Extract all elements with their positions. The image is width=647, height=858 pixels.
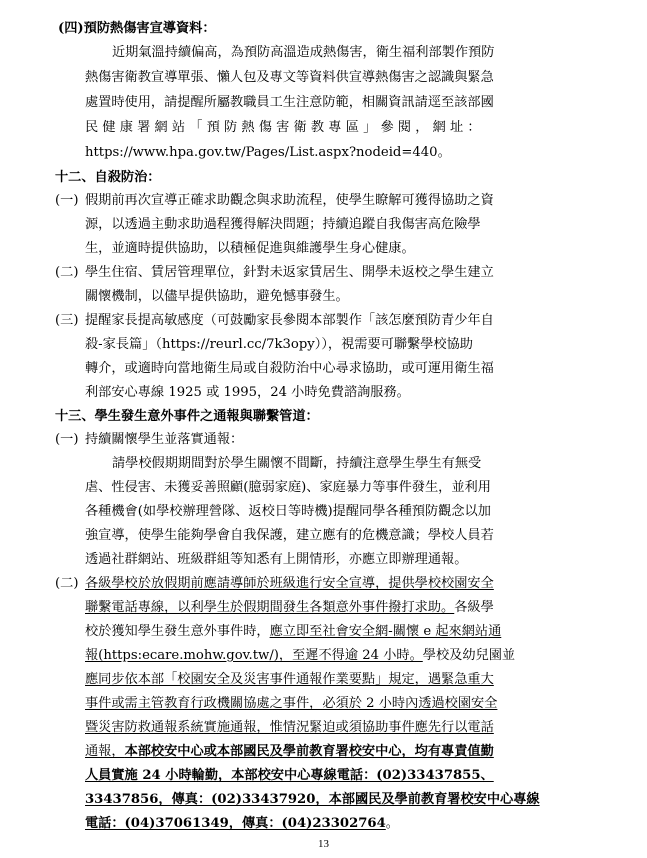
item-12-1-line-3: 生，並適時提供協助，以積極促進與維護學生身心健康。 [85,241,415,256]
item-13-1-title: 持續關懷學生並落實通報： [85,432,244,447]
item-13-2-line-8-underlined: 通報， [85,744,125,759]
item-13-2-line-6: 事件或需主管教育行政機關協處之事件，必須於 2 小時內透過校園安全 [85,696,498,711]
section-4-heading: (四)預防熱傷害宣導資料： [58,21,216,36]
section-4-line-3: 處置時使用，請提醒所屬教職員工生注意防範，相關資訊請逕至該部國 [85,95,494,110]
item-12-2-line-2: 關懷機制，以儘早提供協助，避免憾事發生。 [85,289,349,304]
item-13-2-line-2-plain: 各級學 [454,600,494,615]
page-number: 13 [318,838,329,850]
item-13-2-line-4-plain: 學校及幼兒園並 [422,648,516,663]
item-13-2-line-3-underlined: 應立即至社會安全網-關懷 e 起來網站通 [269,624,502,639]
section-4-line-1: 近期氣溫持續偏高，為預防高溫造成熱傷害，衛生福利部製作預防 [112,45,495,60]
item-13-2-line-3 [85,623,501,641]
section-4-line-4: 民 健 康 署 網 站 「 預 防 熱 傷 害 衛 教 專 區 」 參 閱 ， 網 址 ： [85,120,481,135]
item-13-2-line-11-end: 。 [385,816,399,831]
item-13-1-line-2: 虐、性侵害、未獲妥善照顧(臆弱家庭)、家庭暴力等事件發生，並利用 [85,480,491,495]
item-13-2-line-8 [85,743,494,761]
section-4-line-2: 熱傷害衛教宣導單張、懶人包及專文等資料供宣導熱傷害之認識與緊急 [85,70,494,85]
item-13-2-line-5: 應同步依本部「校園安全及災害事件通報作業要點」規定，遇緊急重大 [85,672,494,687]
item-13-2-line-10: 33437856，傳真：(02)33437920，本部國民及學前教育署校安中心專線 [85,792,540,807]
item-13-2-marker: (二) [55,576,79,591]
item-13-2-line-9: 人員實施 24 小時輪勤，本部校安中心專線電話：(02)33437855、 [85,768,494,783]
item-13-2-line-2-underlined: 聯繫電話專線，以利學生於假期間發生各類意外事件撥打求助。 [85,600,455,615]
section-4-line-5: https://www.hpa.gov.tw/Pages/List.aspx?nodeid=440。 [85,145,451,160]
item-13-1-line-5: 透過社群網站、班級群組等知悉有上開情形，亦應立即辦理通報。 [85,552,468,567]
item-13-1-line-4: 強宣導，使學生能夠學會自我保護，建立應有的危機意識；學校人員若 [85,528,494,543]
item-13-1-line-3: 各種機會(如學校辦理營隊、返校日等時機)提醒同學各種預防觀念以加 [85,504,491,519]
item-12-2-marker: (二) [55,265,79,280]
item-13-2-line-11 [85,815,399,833]
item-12-3-line-1: 提醒家長提高敏感度（可鼓勵家長參閱本部製作「該怎麼預防青少年自 [85,313,494,328]
item-13-2-line-7: 暨災害防救通報系統實施通報，惟情況緊迫或須協助事件應先行以電話 [85,720,494,735]
item-13-2-line-11-bold: 電話：(04)37061349，傳真：(04)23302764 [85,816,386,831]
item-12-2-line-1: 學生住宿、賃居管理單位，針對未返家賃居生、開學未返校之學生建立 [85,265,494,280]
item-13-2-line-8-bold: 本部校安中心或本部國民及學前教育署校安中心，均有專責值勤 [124,744,494,759]
item-12-3-line-4: 利部安心專線 1925 或 1995，24 小時免費諮詢服務。 [85,385,410,400]
item-12-3-line-3: 轉介，或適時向當地衛生局或自殺防治中心尋求協助，或可運用衛生福 [85,361,494,376]
item-13-2-line-1: 各級學校於放假期前應請導師於班級進行安全宣導，提供學校校園安全 [85,576,494,591]
item-12-3-line-2: 殺-家長篇」（https://reurl.cc/7k3opy）），視需要可聯繫學校協助 [85,337,473,352]
section-13-heading: 十三、學生發生意外事件之通報與聯繫管道： [55,409,319,424]
item-13-2-line-4 [85,647,515,665]
item-13-2-line-4-underlined: 報(https:ecare.mohw.gov.tw/)，至遲不得逾 24 小時。 [85,648,423,663]
item-13-2-line-2 [85,599,494,617]
item-12-1-line-1: 假期前再次宣導正確求助觀念與求助流程，使學生瞭解可獲得協助之資 [85,193,494,208]
item-12-3-marker: (三) [55,313,79,328]
item-13-1-marker: (一) [55,432,79,447]
item-12-1-marker: (一) [55,193,79,208]
item-12-1-line-2: 源，以透過主動求助過程獲得解決問題；持續追蹤自我傷害高危險學 [85,217,481,232]
item-13-1-line-1: 請學校假期期間對於學生關懷不間斷，持續注意學生學生有無受 [112,456,482,471]
section-12-heading: 十二、自殺防治： [55,170,161,185]
item-13-2-line-3-plain: 校於獲知學生發生意外事件時， [85,624,270,639]
